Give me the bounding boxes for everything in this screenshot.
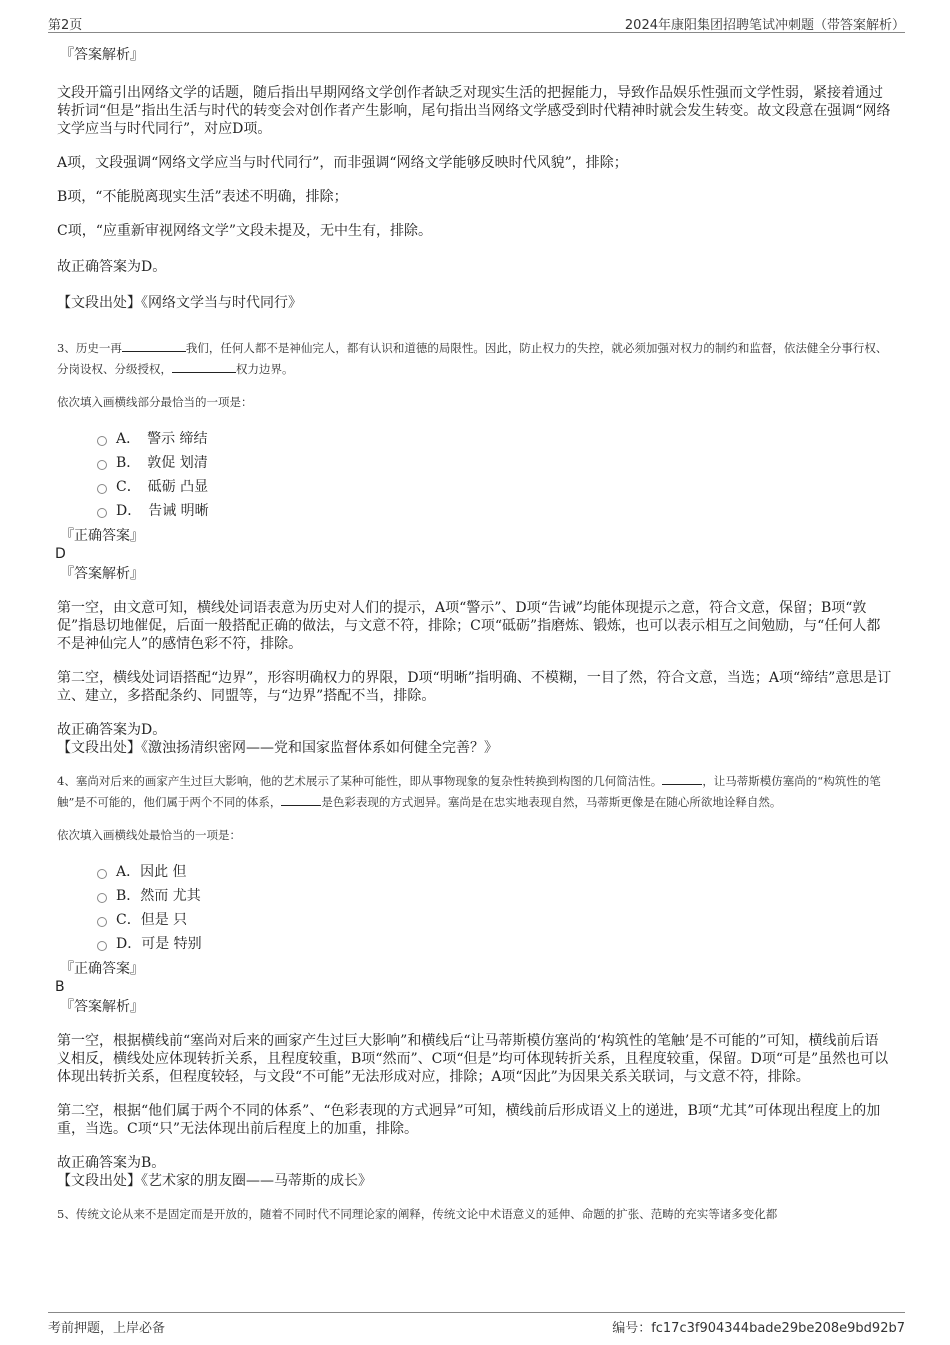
document-id: 编号：fc17c3f904344bade29be208e9bd92b7 <box>612 1321 905 1336</box>
option-d[interactable]: D．可是 特别 <box>97 932 892 956</box>
radio-icon[interactable] <box>97 917 107 927</box>
correct-answer: B <box>55 979 65 995</box>
analysis-label: 『答案解析』 <box>60 47 144 63</box>
option-c[interactable]: C． 砥砺 凸显 <box>97 475 892 499</box>
document-body <box>57 40 892 1300</box>
page-number: 第2页 <box>48 18 83 33</box>
question-instruction: 依次填入画横线处最恰当的一项是： <box>57 828 241 842</box>
analysis-paragraph: 第二空，根据“他们属于两个不同的体系”、“色彩表现的方式迥异”可知，横线前后形成语义上的递进，B项“尤其”可体现出程度上的加重，当选。C项“只”无法体现出前后程度上的加重，排除。 <box>57 1103 881 1137</box>
conclusion: 故正确答案为B。 <box>57 1155 166 1171</box>
analysis-paragraph: 第一空，由文意可知，横线处词语表意为历史对人们的提示，A项“警示”、D项“告诫”均能体现提示之意，符合文意，保留；B项“敦促”指恳切地催促，后面一般搭配正确的做法，与文意不符，排除；C项“砥砺”指磨炼、锻炼，也可以表示相互之间勉励，与“任何人都不是神仙完人”的感情色彩不符，排除。 <box>57 600 881 652</box>
option-b[interactable]: B．然而 尤其 <box>97 884 892 908</box>
page-header <box>48 10 905 33</box>
analysis-paragraph: 文段开篇引出网络文学的话题，随后指出早期网络文学创作者缺乏对现实生活的把握能力，导致作品娱乐性强而文学性弱，紧接着通过转折词“但是”指出生活与时代的转变会对创作者产生影响，尾句指出当网络文学感受到时代精神时就会发生转变。故文段意在强调“网络文学应当与时代同行”，对应D项。 <box>57 85 891 137</box>
correct-answer-label: 『正确答案』 <box>60 961 144 977</box>
option-a[interactable]: A． 警示 缔结 <box>97 427 892 451</box>
fill-blank <box>172 361 236 373</box>
source-citation: 【文段出处】《艺术家的朋友圈——马蒂斯的成长》 <box>57 1173 372 1189</box>
fill-blank <box>122 340 186 352</box>
radio-icon[interactable] <box>97 893 107 903</box>
radio-icon[interactable] <box>97 460 107 470</box>
fill-blank <box>281 794 321 806</box>
option-list <box>57 860 892 956</box>
document-title: 2024年康阳集团招聘笔试冲刺题（带答案解析） <box>624 18 905 33</box>
question-instruction: 依次填入画横线部分最恰当的一项是： <box>57 395 253 409</box>
source-citation: 【文段出处】《网络文学当与时代同行》 <box>57 295 302 311</box>
page-footer <box>48 1312 905 1335</box>
footer-slogan: 考前押题，上岸必备 <box>48 1321 166 1336</box>
source-citation: 【文段出处】《激浊扬清织密网——党和国家监督体系如何健全完善？》 <box>57 740 498 756</box>
fill-blank <box>662 773 702 785</box>
radio-icon[interactable] <box>97 436 107 446</box>
conclusion: 故正确答案为D。 <box>57 259 167 275</box>
analysis-paragraph: A项，文段强调“网络文学应当与时代同行”，而非强调“网络文学能够反映时代风貌”，排除； <box>57 155 628 171</box>
analysis-paragraph: 第一空，根据横线前“塞尚对后来的画家产生过巨大影响”和横线后“让马蒂斯模仿塞尚的‘构筑性的笔触’是不可能的”可知，横线前后语义相反，横线处应体现转折关系，且程度较重，B项“然而”、C项“但是”均可体现转折关系，且程度较重，保留。D项“可是”虽然也可以体现出转折关系，但程度较轻，与文段“不可能”无法形成对应，排除；A项“因此”为因果关系关联词，与文意不符，排除。 <box>57 1033 889 1085</box>
analysis-paragraph: B项，“不能脱离现实生活”表述不明确，排除； <box>57 189 348 205</box>
option-d[interactable]: D． 告诫 明晰 <box>97 499 892 523</box>
radio-icon[interactable] <box>97 508 107 518</box>
question-stem: 4、塞尚对后来的画家产生过巨大影响，他的艺术展示了某种可能性，即从事物现象的复杂性转换到构图的几何简洁性。 ，让马蒂斯模仿塞尚的“构筑性的笔触”是不可能的，他们属于两个不同的体系， 是色彩表现的方式迥异。塞尚是在忠实地表现自然，马蒂斯更像是在随心所欲地诠释自然。 <box>57 774 881 809</box>
analysis-paragraph: 第二空，横线处词语搭配“边界”，形容明确权力的界限，D项“明晰”指明确、不模糊，一目了然，符合文意，当选；A项“缔结”意思是订立、建立，多搭配条约、同盟等，与“边界”搭配不当，排除。 <box>57 670 892 704</box>
question-stem: 3、历史一再 我们，任何人都不是神仙完人，都有认识和道德的局限性。因此，防止权力的失控，就必须加强对权力的制约和监督，依法健全分事行权、分岗设权、分级授权， 权力边界。 <box>57 341 888 376</box>
analysis-paragraph: C项，“应重新审视网络文学”文段未提及，无中生有，排除。 <box>57 223 433 239</box>
correct-answer-label: 『正确答案』 <box>60 528 144 544</box>
analysis-label: 『答案解析』 <box>60 999 144 1015</box>
radio-icon[interactable] <box>97 869 107 879</box>
question-stem: 5、传统文论从来不是固定而是开放的，随着不同时代不同理论家的阐释，传统文论中术语意义的延伸、命题的扩张、范畴的充实等诸多变化都 <box>57 1207 778 1221</box>
option-c[interactable]: C．但是 只 <box>97 908 892 932</box>
option-list <box>57 427 892 523</box>
correct-answer: D <box>55 546 66 562</box>
radio-icon[interactable] <box>97 941 107 951</box>
radio-icon[interactable] <box>97 484 107 494</box>
option-b[interactable]: B． 敦促 划清 <box>97 451 892 475</box>
analysis-label: 『答案解析』 <box>60 566 144 582</box>
option-a[interactable]: A．因此 但 <box>97 860 892 884</box>
conclusion: 故正确答案为D。 <box>57 722 167 738</box>
